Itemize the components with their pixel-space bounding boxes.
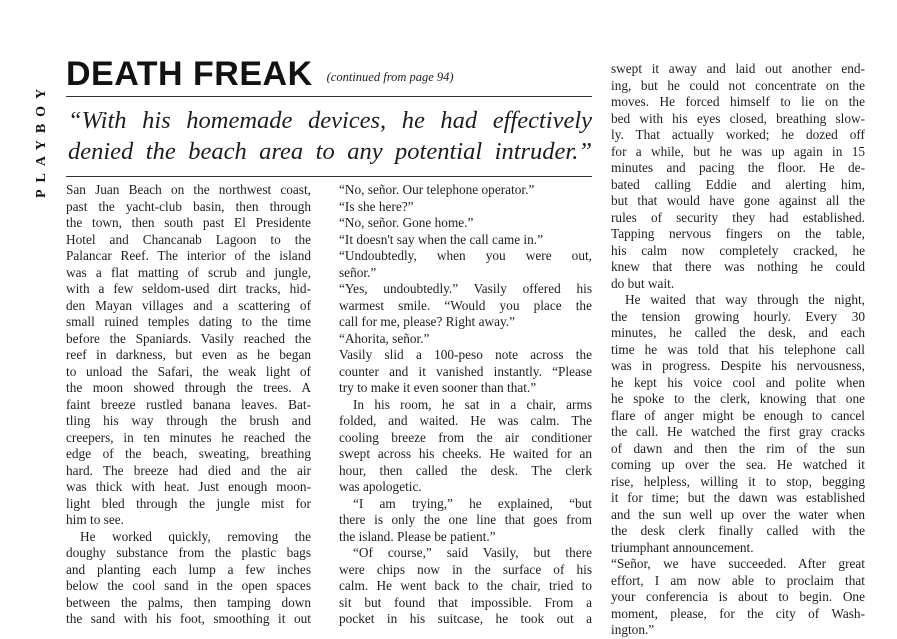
text-line: the island. Please be patient.” [339, 528, 496, 544]
text-line: ington.” [611, 622, 655, 637]
text-line: small ruined temples dating to the time [66, 314, 311, 329]
text-line: Hotel and Chancanab Lagoon to the [66, 231, 311, 247]
column-3 [611, 61, 865, 639]
text-line: “No, señor. Our telephone operator.” [339, 182, 535, 197]
text-line: the call. He watched the first gray cracks [611, 424, 865, 439]
text-line: light bled through the jungle mist for [66, 495, 311, 511]
text-line: and planting each lump a few inches [66, 561, 311, 577]
text-line: moment, please, for the city of Wash- [611, 605, 865, 621]
text-line: den Mayan villages and a scattering of [66, 297, 311, 313]
text-line: doughy substance from the plastic bags [66, 545, 311, 560]
text-line: San Juan Beach on the northwest coast, [66, 182, 311, 197]
column-1 [66, 182, 311, 628]
text-line: edge of the beach, sweating, breathing [66, 446, 311, 461]
text-line: him to see. [66, 512, 124, 527]
text-line: call for me, please? Right away.” [339, 314, 515, 329]
text-line: coming up over the sea. He watched it [611, 457, 865, 472]
text-line: he kept his voice cool and polite when [611, 374, 865, 390]
text-line: “It doesn't say when the call came in.” [339, 231, 543, 247]
text-line: past the yacht-club basin, then through [66, 198, 311, 214]
text-line: was thick with heat. Just enough moon- [66, 479, 311, 494]
text-line: ing, but he could not concentrate on the [611, 77, 865, 93]
top-rule [66, 96, 592, 97]
text-line: Tapping nervous fingers on the table, [611, 226, 865, 241]
text-line: to unload the Safari, the weak light of [66, 363, 311, 379]
text-line: rise, helpless, willing it to stop, begging [611, 473, 865, 489]
text-line: Palancar Reef. The interior of the island [66, 248, 311, 263]
text-line: counter and it vanished instantly. “Please [339, 363, 592, 379]
text-line: the desk clerk finally called with the [611, 523, 865, 538]
text-line: of dawn and then the rim of the sun [611, 440, 865, 456]
text-line: “I am trying,” he explained, “but [353, 495, 592, 511]
article-title: DEATH FREAK [66, 55, 313, 93]
text-line: reef in darkness, but even as he began [66, 347, 311, 362]
text-line: were chips now in the surface of his [339, 561, 592, 577]
article-headline [66, 55, 454, 94]
text-line: was apologetic. [339, 479, 422, 494]
text-line: “Yes, undoubtedly.” Vasily offered his [339, 281, 592, 296]
text-line: tling his way through the brush and [66, 413, 311, 428]
text-line: his calm now completely cracked, he [611, 242, 865, 258]
text-line: your conferencia is about to begin. One [611, 589, 865, 604]
text-line: flare of anger might be enough to cancel [611, 407, 865, 423]
text-line: there is only the one line that goes from [339, 512, 592, 527]
text-line: the sand with his foot, smoothing it out [66, 611, 311, 626]
text-line: effort, I am now able to proclaim that [611, 572, 865, 588]
text-line: señor.” [339, 264, 377, 280]
text-line: bated calling Eddie and alerting him, [611, 176, 865, 192]
text-line: hard. The breeze had died and the air [66, 462, 311, 478]
text-line: the town, then south past El Presidente [66, 215, 311, 230]
text-line: and the sun well up over the water when [611, 506, 865, 522]
text-line: rules of security they had established. [611, 209, 865, 225]
text-line: folded, and waited. He was calm. The [339, 413, 592, 428]
text-line: “Ahorita, señor.” [339, 330, 430, 346]
bottom-rule [66, 176, 592, 177]
text-line: creepers, in ten minutes he reached the [66, 429, 311, 445]
text-line: time he was told that his telephone call [611, 341, 865, 357]
text-line: knew that there was nothing he could [611, 259, 865, 274]
text-line: for a while, but he was up again in 15 [611, 143, 865, 159]
text-line: bed with his eyes closed, breathing slow- [611, 110, 865, 126]
text-line: minutes and pacing the floor. He de- [611, 160, 865, 175]
text-line: He worked quickly, removing the [80, 528, 311, 544]
text-line: do but wait. [611, 275, 675, 291]
text-line: calm. He went back to the chair, tried to [339, 578, 592, 593]
text-line: it for time; but the dawn was established [611, 490, 865, 505]
text-line: swept across his cheeks. He waited for an [339, 446, 592, 461]
text-line: between the palms, then tamping down [66, 594, 311, 610]
text-line: sit but found that impossible. From a [339, 594, 592, 610]
text-line: was in progress. Despite his nervousness, [611, 358, 865, 373]
text-line: In his room, he sat in a chair, arms [353, 396, 592, 412]
text-line: he spoke to the clerk, knowing that one [611, 391, 865, 406]
text-line: “Señor, we have succeeded. After great [611, 556, 865, 571]
text-line: before the Spaniards. Vasily reached the [66, 330, 311, 346]
continued-note: (continued from page 94) [326, 70, 454, 84]
brand-label: PLAYBOY [34, 81, 49, 198]
text-line: swept it away and laid out another end- [611, 61, 865, 76]
text-line: faint breeze rustled banana leaves. Bat- [66, 396, 311, 412]
text-line: triumphant announcement. [611, 539, 754, 555]
text-line: with a few seldom-used dirt tracks, hid- [66, 281, 311, 296]
text-line: “Is she here?” [339, 198, 414, 214]
text-line: but that would have gone against all the [611, 193, 865, 208]
pull-quote: “With his homemade devices, he had effectively denied the beach area to any potential intruder.” [68, 107, 592, 165]
column-2 [339, 182, 592, 628]
text-line: “No, señor. Gone home.” [339, 215, 474, 230]
text-line: try to make it even sooner than that.” [339, 380, 537, 395]
text-line: warmest smile. “Would you place the [339, 297, 592, 313]
text-line: ly. That actually worked; he dozed off [611, 127, 865, 142]
text-line: He waited that way through the night, [625, 292, 865, 307]
text-line: was a flat matting of scrub and jungle, [66, 264, 311, 280]
text-line: the moon showed through the trees. A [66, 380, 311, 395]
text-line: below the cool sand in the open spaces [66, 578, 311, 593]
text-line: minutes, he called the desk, and each [611, 325, 865, 340]
text-line: “Undoubtedly, when you were out, [339, 248, 592, 263]
text-line: cooling breeze from the air conditioner [339, 429, 592, 445]
text-line: “Of course,” said Vasily, but there [353, 545, 592, 560]
text-line: Vasily slid a 100-peso note across the [339, 347, 592, 362]
text-line: the tension growing hourly. Every 30 [611, 308, 865, 324]
text-line: hour, then called the desk. The clerk [339, 462, 592, 478]
text-line: pocket in his suitcase, he took out a [339, 611, 592, 626]
text-line: moves. He forced himself to lie on the [611, 94, 865, 109]
